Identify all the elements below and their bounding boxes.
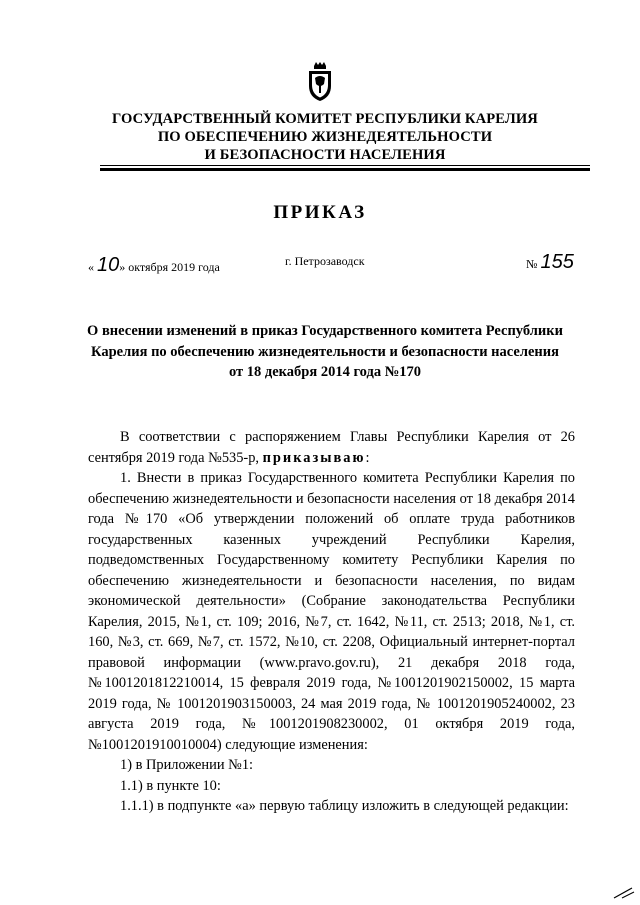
date-open-quote: « (88, 260, 94, 274)
order-verb: приказываю (262, 449, 366, 466)
date-day-handwritten: 10 (97, 254, 120, 276)
subject-line-1: О внесении изменений в приказ Государственного комитета Республики (87, 323, 563, 339)
org-name-line-3: И БЕЗОПАСНОСТИ НАСЕЛЕНИЯ (204, 147, 446, 163)
coat-of-arms-emblem (307, 62, 333, 102)
number-handwritten: 155 (540, 251, 574, 273)
document-title: ПРИКАЗ (273, 202, 367, 223)
number-label: № (526, 257, 538, 271)
date-rest: » октября 2019 года (119, 260, 220, 274)
item-1-1-1-paragraph: 1.1) в пункте 10: (120, 777, 221, 794)
order-number (526, 251, 574, 274)
item-1-paragraph: 1. Внести в приказ Государственного комитета Республики Карелия по обеспечению жизнедеятельности и безопасности населения от 18 декабря 2014 года №170 «Об утверждении положений об оплате труда работников государственных казенных учреждений Республики Карелия, подведомственных Государственному комитету Республики Карелия по обеспечению жизнедеятельности и безопасности населения, по видам экономической деятельности» (Собрание законодательства Республики Карелия, 2015, №1, ст. 109; 2016, №7, ст. 1642, №11, ст. 2513; 2018, №1, ст. 160, №3, ст. 669, №7, ст. 1572, №10, ст. 2208, Официальный интернет-портал правовой информации (www.pravo.gov.ru), 21 декабря 2018 года, №1001201812210014, 15 февраля 2019 года, №1001201902150002, 15 марта 2019 года, № 1001201903150003, 24 мая 2019 года, № 1001201905240002, 23 августа 2019 года, №1001201908230002, 01 октября 2019 года, №1001201910010004) следующие изменения: (88, 470, 575, 753)
order-body (88, 427, 575, 817)
org-name-line-2: ПО ОБЕСПЕЧЕНИЮ ЖИЗНЕДЕЯТЕЛЬНОСТИ (157, 129, 493, 145)
preamble-paragraph (88, 427, 575, 468)
preamble-colon: : (365, 449, 370, 466)
header-rule-thick (100, 168, 590, 171)
corner-mark (612, 886, 636, 900)
subject-line-2: Карелия по обеспечению жизнедеятельности и безопасности населения (91, 343, 559, 360)
header-rule-thin (100, 165, 590, 166)
item-1-1-1-1-paragraph: 1.1.1) в подпункте «а» первую таблицу изложить в следующей редакции: (120, 798, 569, 814)
order-date (88, 254, 220, 277)
preamble-text: В соответствии с распоряжением Главы Республики Карелия от 26 сентября 2019 года №535-р, (88, 429, 575, 466)
order-subject (70, 321, 580, 383)
item-1-1-paragraph: 1) в Приложении №1: (120, 757, 254, 773)
subject-line-3: от 18 декабря 2014 года №170 (228, 364, 422, 380)
order-city: г. Петрозаводск (285, 254, 365, 268)
org-name-line-1: ГОСУДАРСТВЕННЫЙ КОМИТЕТ РЕСПУБЛИКИ КАРЕЛИЯ (112, 111, 538, 127)
